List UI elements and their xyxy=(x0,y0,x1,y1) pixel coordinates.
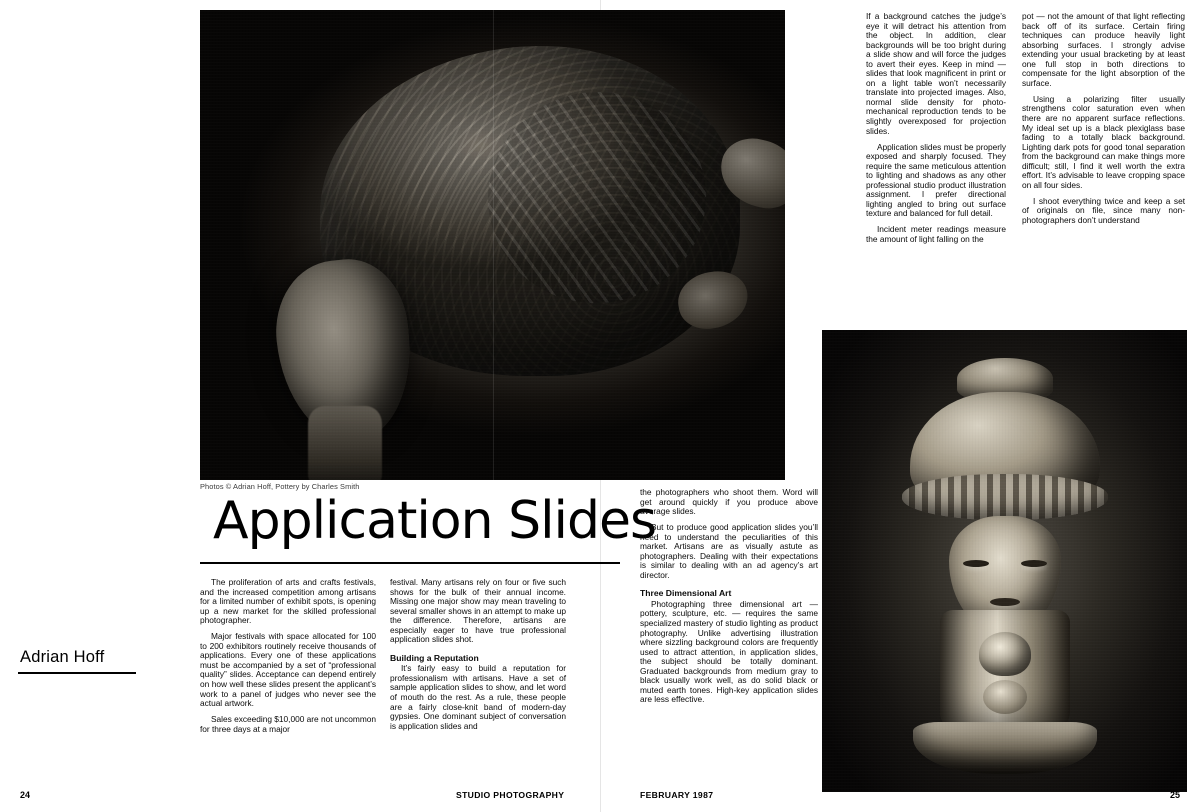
photo-credit: Photos © Adrian Hoff, Pottery by Charles Smith xyxy=(200,482,360,491)
paragraph: Sales exceeding $10,000 are not uncommon for three days at a major xyxy=(200,714,376,734)
section-heading-three-dimensional-art: Three Dimensional Art xyxy=(640,588,732,599)
body-column-1 xyxy=(200,578,376,741)
vase-stem-ornament-upper xyxy=(979,632,1031,676)
pottery-fish-vessel-photo xyxy=(200,10,785,480)
paragraph: It’s fairly easy to build a reputation for professionalism with artisans. Have a set of sample application slides to show, and let word of mouth do the rest. As a rule, these people are a fairly close-knit band of modern-day gypsies. One dominant subject of conversation is application slides and xyxy=(390,663,566,731)
paragraph: festival. Many artisans rely on four or five such shows for the bulk of their annual income. Missing one major show may mean traveling to several smaller shows in an attempt to make up the difference. Therefore, artisans are especially eager to have true professional application slides shot. xyxy=(390,577,566,645)
page-number-left: 24 xyxy=(20,790,31,800)
paragraph: Photographing three dimensional art — pottery, sculpture, etc. — requires the same specialized mastery of studio lighting as product photography. Unlike advertising illustration where sizzling background colors are frequently used to attract attention, in application slides, the subject should be totally dominant. Graduated backgrounds from medium gray to black usually work well, as do solid black or muted earth tones. High-key application slides are less effective. xyxy=(640,598,818,705)
scan-gutter-seam xyxy=(493,10,494,480)
section-heading-building-a-reputation: Building a Reputation xyxy=(390,652,479,663)
running-foot-issue: FEBRUARY 1987 xyxy=(640,790,714,800)
vase-face-mouth xyxy=(990,598,1020,606)
byline-rule xyxy=(18,672,136,674)
running-foot-magazine: STUDIO PHOTOGRAPHY xyxy=(456,790,565,800)
vase-shape xyxy=(887,358,1123,774)
pot-neck-shape xyxy=(308,406,382,480)
page-number-right: 25 xyxy=(1169,790,1180,800)
vase-face-eye-left xyxy=(963,560,989,567)
headline-rule xyxy=(200,562,620,564)
paragraph: Incident meter readings measure the amount of light falling on the xyxy=(866,224,1006,245)
body-column-2 xyxy=(390,578,566,738)
vase-pedestal-stem xyxy=(940,610,1070,734)
vase-stem-ornament-lower xyxy=(983,680,1027,714)
body-column-4 xyxy=(866,12,1006,251)
ceramic-lidded-vase-photo xyxy=(822,330,1187,792)
vase-collar-ornament xyxy=(902,474,1108,520)
body-column-3 xyxy=(640,488,818,711)
paragraph: Using a polarizing filter usually strengthens color saturation even when there are no apparent surface reflections. My ideal set up is a black plexiglass base fading to a totally black background. Lighting dark pots for good tonal separation from the background can make things more difficult; still, I find it well worth the extra effort. It’s advisable to leave cropping space on all four sides. xyxy=(1022,93,1185,190)
vase-face-eye-right xyxy=(1021,560,1047,567)
paragraph: pot — not the amount of that light reflecting back off of its surface. Certain firing techniques can produce heavily light absorbing surfaces. I strongly advise extending your usual bracketing by at least one full stop in both directions to compensate for the light absorption of the surface. xyxy=(1022,11,1185,88)
page-title: Application Slides xyxy=(213,491,657,551)
paragraph: Application slides must be properly exposed and sharply focused. They require the same meticulous attention to lighting and shadows as any other professional studio product illustration assignment. I prefer directional lighting angled to bring out surface texture and balanced for full detail. xyxy=(866,141,1006,219)
paragraph: Major festivals with space allocated for 100 to 200 exhibitors routinely receive thousands of applications. Every one of these applications must be accompanied by a set of “professional quality” slides. Acceptance can depend entirely on how well these slides present the applicant’s work to a panel of judges who never see the actual artwork. xyxy=(200,631,376,709)
paragraph: the photographers who shoot them. Word will get around quickly if you produce above average slides. xyxy=(640,487,818,517)
vase-foot xyxy=(913,722,1097,774)
byline: Adrian Hoff xyxy=(20,648,105,666)
paragraph: The proliferation of arts and crafts festivals, and the increased competition among artisans for a limited number of exhibit spots, is opening up a new market for the skilled professional photographer. xyxy=(200,577,376,626)
body-column-5 xyxy=(1022,12,1185,232)
paragraph: But to produce good application slides you’ll need to understand the peculiarities of this market. Artisans are as visually astute as photographers. Dealing with their expectations is similar to dealing with an ad agency’s art director. xyxy=(640,522,818,580)
paragraph: If a background catches the judge’s eye it will detract his attention from the object. In addition, clear backgrounds will be too bright during a slide show and will force the judges to avert their eyes. Keep in mind — slides that look magnificent in print or on a light table won’t necessarily translate into projected images. Also, normal slide density for photo-mechanical reproduction tends to be slightly overexposed for projection slides. xyxy=(866,11,1006,136)
paragraph: I shoot everything twice and keep a set of originals on file, since many non-photographers don’t understand xyxy=(1022,195,1185,225)
